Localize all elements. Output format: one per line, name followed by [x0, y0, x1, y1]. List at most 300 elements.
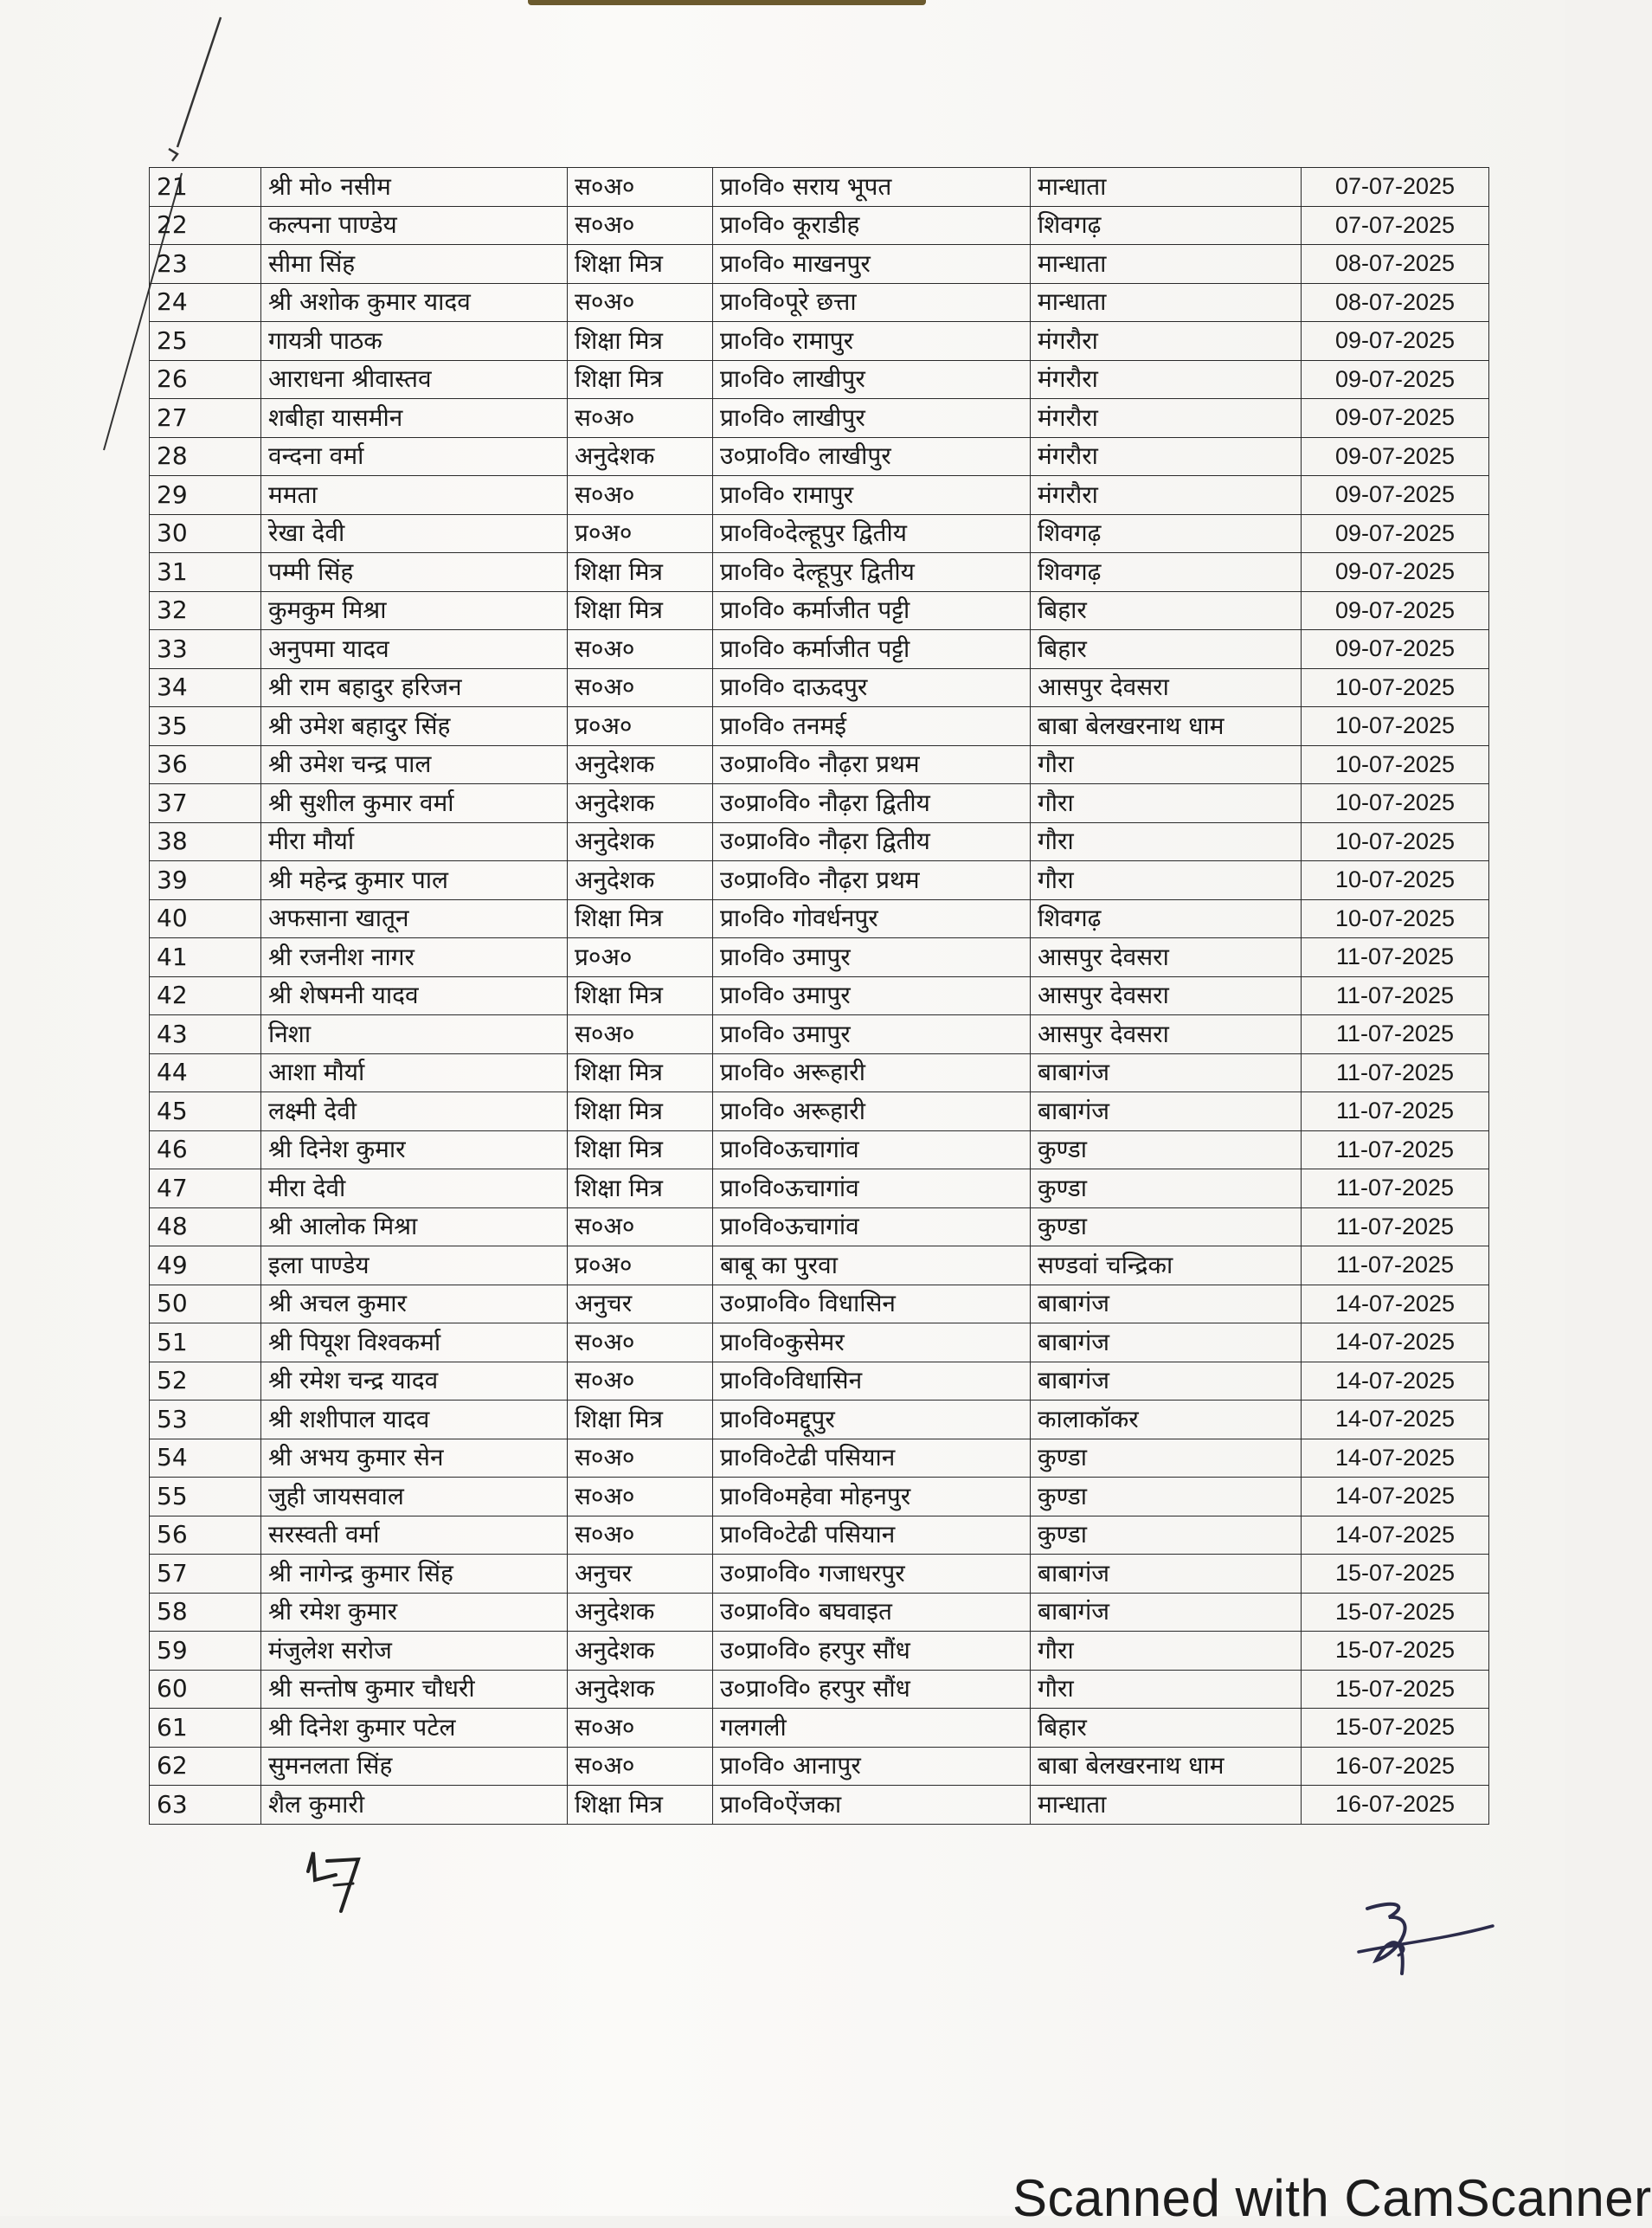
- block-cell: बाबागंज: [1031, 1362, 1302, 1401]
- school-cell: उ०प्रा०वि० लाखीपुर: [713, 437, 1031, 476]
- block-cell: मंगरौरा: [1031, 322, 1302, 361]
- school-cell: प्रा०वि० देल्हूपुर द्वितीय: [713, 553, 1031, 592]
- serial-number-cell: 47: [150, 1169, 261, 1208]
- date-cell: 09-07-2025: [1302, 360, 1489, 399]
- date-cell: 09-07-2025: [1302, 476, 1489, 515]
- table-row: [150, 1478, 1489, 1516]
- table-row: [150, 630, 1489, 669]
- school-cell: प्रा०वि०ऊचागांव: [713, 1169, 1031, 1208]
- school-cell: प्रा०वि० अरूहारी: [713, 1092, 1031, 1131]
- date-cell: 10-07-2025: [1302, 668, 1489, 707]
- name-cell: वन्दना वर्मा: [261, 437, 568, 476]
- table-row: [150, 514, 1489, 553]
- name-cell: श्री अचल कुमार: [261, 1285, 568, 1323]
- school-cell: प्रा०वि० लाखीपुर: [713, 399, 1031, 438]
- table-row: [150, 168, 1489, 207]
- date-cell: 14-07-2025: [1302, 1439, 1489, 1478]
- block-cell: बाबा बेलखरनाथ धाम: [1031, 1747, 1302, 1786]
- name-cell: गायत्री पाठक: [261, 322, 568, 361]
- designation-cell: अनुदेशक: [568, 822, 713, 861]
- designation-cell: शिक्षा मित्र: [568, 1092, 713, 1131]
- name-cell: सीमा सिंह: [261, 245, 568, 284]
- block-cell: बाबागंज: [1031, 1593, 1302, 1632]
- block-cell: कुण्डा: [1031, 1130, 1302, 1169]
- block-cell: गौरा: [1031, 784, 1302, 823]
- date-cell: 10-07-2025: [1302, 745, 1489, 784]
- date-cell: 14-07-2025: [1302, 1285, 1489, 1323]
- serial-number-cell: 49: [150, 1246, 261, 1285]
- serial-number-cell: 63: [150, 1786, 261, 1825]
- designation-cell: शिक्षा मित्र: [568, 1401, 713, 1439]
- table-row: [150, 899, 1489, 938]
- table-row: [150, 938, 1489, 977]
- designation-cell: प्र०अ०: [568, 938, 713, 977]
- table-row: [150, 1516, 1489, 1555]
- table-row: [150, 591, 1489, 630]
- block-cell: गौरा: [1031, 745, 1302, 784]
- serial-number-cell: 60: [150, 1670, 261, 1709]
- school-cell: बाबू का पुरवा: [713, 1246, 1031, 1285]
- binding-strip: [528, 0, 926, 5]
- school-cell: उ०प्रा०वि० नौढ़रा प्रथम: [713, 745, 1031, 784]
- designation-cell: शिक्षा मित्र: [568, 1130, 713, 1169]
- date-cell: 11-07-2025: [1302, 938, 1489, 977]
- block-cell: बाबागंज: [1031, 1323, 1302, 1362]
- designation-cell: शिक्षा मित्र: [568, 245, 713, 284]
- name-cell: जुही जायसवाल: [261, 1478, 568, 1516]
- name-cell: कुमकुम मिश्रा: [261, 591, 568, 630]
- serial-number-cell: 39: [150, 861, 261, 900]
- date-cell: 10-07-2025: [1302, 784, 1489, 823]
- table-row: [150, 322, 1489, 361]
- name-cell: अनुपमा यादव: [261, 630, 568, 669]
- name-cell: श्री पियूश विश्वकर्मा: [261, 1323, 568, 1362]
- block-cell: मंगरौरा: [1031, 360, 1302, 399]
- block-cell: आसपुर देवसरा: [1031, 976, 1302, 1015]
- table-row: [150, 283, 1489, 322]
- block-cell: कालाकॉकर: [1031, 1401, 1302, 1439]
- date-cell: 11-07-2025: [1302, 1053, 1489, 1092]
- serial-number-cell: 50: [150, 1285, 261, 1323]
- designation-cell: स०अ०: [568, 206, 713, 245]
- serial-number-cell: 23: [150, 245, 261, 284]
- block-cell: मंगरौरा: [1031, 476, 1302, 515]
- name-cell: श्री मो० नसीम: [261, 168, 568, 207]
- date-cell: 11-07-2025: [1302, 1246, 1489, 1285]
- block-cell: आसपुर देवसरा: [1031, 938, 1302, 977]
- school-cell: प्रा०वि० अरूहारी: [713, 1053, 1031, 1092]
- designation-cell: प्र०अ०: [568, 707, 713, 746]
- name-cell: श्री आलोक मिश्रा: [261, 1207, 568, 1246]
- block-cell: सण्डवां चन्द्रिका: [1031, 1246, 1302, 1285]
- date-cell: 15-07-2025: [1302, 1709, 1489, 1748]
- designation-cell: अनुदेशक: [568, 437, 713, 476]
- date-cell: 08-07-2025: [1302, 245, 1489, 284]
- date-cell: 10-07-2025: [1302, 822, 1489, 861]
- date-cell: 11-07-2025: [1302, 1092, 1489, 1131]
- serial-number-cell: 32: [150, 591, 261, 630]
- school-cell: उ०प्रा०वि० बघवाइत: [713, 1593, 1031, 1632]
- name-cell: ममता: [261, 476, 568, 515]
- serial-number-cell: 54: [150, 1439, 261, 1478]
- designation-cell: स०अ०: [568, 399, 713, 438]
- name-cell: श्री उमेश बहादुर सिंह: [261, 707, 568, 746]
- block-cell: कुण्डा: [1031, 1169, 1302, 1208]
- name-cell: शबीहा यासमीन: [261, 399, 568, 438]
- block-cell: मान्धाता: [1031, 1786, 1302, 1825]
- serial-number-cell: 35: [150, 707, 261, 746]
- date-cell: 09-07-2025: [1302, 553, 1489, 592]
- date-cell: 14-07-2025: [1302, 1323, 1489, 1362]
- school-cell: प्रा०वि०ऊचागांव: [713, 1130, 1031, 1169]
- date-cell: 09-07-2025: [1302, 630, 1489, 669]
- name-cell: श्री शेषमनी यादव: [261, 976, 568, 1015]
- school-cell: प्रा०वि० कर्माजीत पट्टी: [713, 630, 1031, 669]
- designation-cell: अनुचर: [568, 1285, 713, 1323]
- block-cell: बाबा बेलखरनाथ धाम: [1031, 707, 1302, 746]
- name-cell: श्री शशीपाल यादव: [261, 1401, 568, 1439]
- designation-cell: शिक्षा मित्र: [568, 1053, 713, 1092]
- table-row: [150, 1285, 1489, 1323]
- name-cell: श्री दिनेश कुमार पटेल: [261, 1709, 568, 1748]
- name-cell: सुमनलता सिंह: [261, 1747, 568, 1786]
- school-cell: उ०प्रा०वि० विधासिन: [713, 1285, 1031, 1323]
- block-cell: कुण्डा: [1031, 1478, 1302, 1516]
- school-cell: प्रा०वि० आनापुर: [713, 1747, 1031, 1786]
- name-cell: इला पाण्डेय: [261, 1246, 568, 1285]
- name-cell: शैल कुमारी: [261, 1786, 568, 1825]
- table-row: [150, 553, 1489, 592]
- date-cell: 07-07-2025: [1302, 206, 1489, 245]
- school-cell: उ०प्रा०वि० नौढ़रा द्वितीय: [713, 822, 1031, 861]
- school-cell: प्रा०वि०देल्हूपुर द्वितीय: [713, 514, 1031, 553]
- name-cell: श्री महेन्द्र कुमार पाल: [261, 861, 568, 900]
- designation-cell: शिक्षा मित्र: [568, 360, 713, 399]
- block-cell: गौरा: [1031, 1632, 1302, 1671]
- designation-cell: स०अ०: [568, 668, 713, 707]
- name-cell: श्री दिनेश कुमार: [261, 1130, 568, 1169]
- date-cell: 14-07-2025: [1302, 1478, 1489, 1516]
- serial-number-cell: 45: [150, 1092, 261, 1131]
- designation-cell: प्र०अ०: [568, 514, 713, 553]
- table-row: [150, 1207, 1489, 1246]
- name-cell: लक्ष्मी देवी: [261, 1092, 568, 1131]
- name-cell: श्री नागेन्द्र कुमार सिंह: [261, 1555, 568, 1594]
- school-cell: उ०प्रा०वि० हरपुर सौंध: [713, 1670, 1031, 1709]
- date-cell: 09-07-2025: [1302, 514, 1489, 553]
- designation-cell: स०अ०: [568, 1207, 713, 1246]
- block-cell: शिवगढ़: [1031, 899, 1302, 938]
- table-row: [150, 1092, 1489, 1131]
- designation-cell: स०अ०: [568, 1747, 713, 1786]
- table-row: [150, 476, 1489, 515]
- school-cell: प्रा०वि० कर्माजीत पट्टी: [713, 591, 1031, 630]
- school-cell: प्रा०वि० सराय भूपत: [713, 168, 1031, 207]
- serial-number-cell: 41: [150, 938, 261, 977]
- serial-number-cell: 43: [150, 1015, 261, 1054]
- serial-number-cell: 21: [150, 168, 261, 207]
- block-cell: गौरा: [1031, 1670, 1302, 1709]
- serial-number-cell: 33: [150, 630, 261, 669]
- table-row: [150, 245, 1489, 284]
- serial-number-cell: 26: [150, 360, 261, 399]
- designation-cell: शिक्षा मित्र: [568, 591, 713, 630]
- block-cell: बिहार: [1031, 630, 1302, 669]
- serial-number-cell: 51: [150, 1323, 261, 1362]
- designation-cell: प्र०अ०: [568, 1246, 713, 1285]
- table-row: [150, 822, 1489, 861]
- table-row: [150, 976, 1489, 1015]
- table-row: [150, 1362, 1489, 1401]
- serial-number-cell: 31: [150, 553, 261, 592]
- serial-number-cell: 25: [150, 322, 261, 361]
- school-cell: प्रा०वि०विधासिन: [713, 1362, 1031, 1401]
- designation-cell: शिक्षा मित्र: [568, 1786, 713, 1825]
- serial-number-cell: 29: [150, 476, 261, 515]
- table-row: [150, 784, 1489, 823]
- serial-number-cell: 24: [150, 283, 261, 322]
- signature: [1341, 1891, 1497, 1987]
- date-cell: 10-07-2025: [1302, 899, 1489, 938]
- school-cell: उ०प्रा०वि० नौढ़रा प्रथम: [713, 861, 1031, 900]
- date-cell: 14-07-2025: [1302, 1401, 1489, 1439]
- name-cell: श्री रमेश कुमार: [261, 1593, 568, 1632]
- school-cell: प्रा०वि० गोवर्धनपुर: [713, 899, 1031, 938]
- date-cell: 15-07-2025: [1302, 1670, 1489, 1709]
- designation-cell: शिक्षा मित्र: [568, 553, 713, 592]
- name-cell: श्री उमेश चन्द्र पाल: [261, 745, 568, 784]
- designation-cell: शिक्षा मित्र: [568, 1169, 713, 1208]
- school-cell: प्रा०वि० उमापुर: [713, 1015, 1031, 1054]
- date-cell: 10-07-2025: [1302, 861, 1489, 900]
- serial-number-cell: 61: [150, 1709, 261, 1748]
- table-row: [150, 1439, 1489, 1478]
- serial-number-cell: 22: [150, 206, 261, 245]
- block-cell: शिवगढ़: [1031, 206, 1302, 245]
- name-cell: श्री राम बहादुर हरिजन: [261, 668, 568, 707]
- serial-number-cell: 52: [150, 1362, 261, 1401]
- handwritten-page-number: [301, 1845, 379, 1915]
- school-cell: प्रा०वि०ऊचागांव: [713, 1207, 1031, 1246]
- name-cell: मीरा देवी: [261, 1169, 568, 1208]
- records-table: [149, 167, 1489, 1825]
- block-cell: मंगरौरा: [1031, 437, 1302, 476]
- school-cell: प्रा०वि० रामापुर: [713, 322, 1031, 361]
- designation-cell: शिक्षा मित्र: [568, 899, 713, 938]
- table-row: [150, 745, 1489, 784]
- date-cell: 09-07-2025: [1302, 437, 1489, 476]
- date-cell: 11-07-2025: [1302, 1169, 1489, 1208]
- serial-number-cell: 44: [150, 1053, 261, 1092]
- serial-number-cell: 37: [150, 784, 261, 823]
- table-row: [150, 399, 1489, 438]
- designation-cell: स०अ०: [568, 283, 713, 322]
- table-row: [150, 1593, 1489, 1632]
- school-cell: प्रा०वि० लाखीपुर: [713, 360, 1031, 399]
- block-cell: बाबागंज: [1031, 1053, 1302, 1092]
- block-cell: गौरा: [1031, 822, 1302, 861]
- designation-cell: स०अ०: [568, 1709, 713, 1748]
- date-cell: 15-07-2025: [1302, 1632, 1489, 1671]
- serial-number-cell: 62: [150, 1747, 261, 1786]
- school-cell: उ०प्रा०वि० गजाधरपुर: [713, 1555, 1031, 1594]
- name-cell: सरस्वती वर्मा: [261, 1516, 568, 1555]
- table-row: [150, 1670, 1489, 1709]
- serial-number-cell: 30: [150, 514, 261, 553]
- date-cell: 14-07-2025: [1302, 1362, 1489, 1401]
- date-cell: 11-07-2025: [1302, 1130, 1489, 1169]
- designation-cell: अनुचर: [568, 1555, 713, 1594]
- table-row: [150, 437, 1489, 476]
- table-row: [150, 1786, 1489, 1825]
- table-row: [150, 1323, 1489, 1362]
- block-cell: बाबागंज: [1031, 1092, 1302, 1131]
- serial-number-cell: 28: [150, 437, 261, 476]
- name-cell: श्री रमेश चन्द्र यादव: [261, 1362, 568, 1401]
- name-cell: आराधना श्रीवास्तव: [261, 360, 568, 399]
- date-cell: 09-07-2025: [1302, 591, 1489, 630]
- serial-number-cell: 38: [150, 822, 261, 861]
- designation-cell: स०अ०: [568, 1323, 713, 1362]
- date-cell: 15-07-2025: [1302, 1555, 1489, 1594]
- block-cell: कुण्डा: [1031, 1439, 1302, 1478]
- table-row: [150, 1632, 1489, 1671]
- designation-cell: अनुदेशक: [568, 784, 713, 823]
- serial-number-cell: 46: [150, 1130, 261, 1169]
- serial-number-cell: 27: [150, 399, 261, 438]
- designation-cell: अनुदेशक: [568, 745, 713, 784]
- date-cell: 09-07-2025: [1302, 399, 1489, 438]
- name-cell: अफसाना खातून: [261, 899, 568, 938]
- block-cell: गौरा: [1031, 861, 1302, 900]
- school-cell: प्रा०वि०मद्दूपुर: [713, 1401, 1031, 1439]
- date-cell: 07-07-2025: [1302, 168, 1489, 207]
- school-cell: प्रा०वि०टेढी पसियान: [713, 1439, 1031, 1478]
- designation-cell: स०अ०: [568, 1516, 713, 1555]
- date-cell: 09-07-2025: [1302, 322, 1489, 361]
- block-cell: शिवगढ़: [1031, 514, 1302, 553]
- date-cell: 16-07-2025: [1302, 1747, 1489, 1786]
- school-cell: प्रा०वि० उमापुर: [713, 976, 1031, 1015]
- serial-number-cell: 56: [150, 1516, 261, 1555]
- name-cell: पम्मी सिंह: [261, 553, 568, 592]
- designation-cell: स०अ०: [568, 1015, 713, 1054]
- block-cell: मान्धाता: [1031, 168, 1302, 207]
- school-cell: प्रा०वि० कूराडीह: [713, 206, 1031, 245]
- table-row: [150, 1747, 1489, 1786]
- designation-cell: स०अ०: [568, 1478, 713, 1516]
- date-cell: 16-07-2025: [1302, 1786, 1489, 1825]
- date-cell: 14-07-2025: [1302, 1516, 1489, 1555]
- school-cell: प्रा०वि० तनमई: [713, 707, 1031, 746]
- block-cell: आसपुर देवसरा: [1031, 668, 1302, 707]
- date-cell: 11-07-2025: [1302, 1015, 1489, 1054]
- block-cell: मंगरौरा: [1031, 399, 1302, 438]
- school-cell: प्रा०वि० दाऊदपुर: [713, 668, 1031, 707]
- name-cell: आशा मौर्या: [261, 1053, 568, 1092]
- table-row: [150, 668, 1489, 707]
- name-cell: श्री सुशील कुमार वर्मा: [261, 784, 568, 823]
- school-cell: उ०प्रा०वि० हरपुर सौंध: [713, 1632, 1031, 1671]
- name-cell: श्री अभय कुमार सेन: [261, 1439, 568, 1478]
- date-cell: 15-07-2025: [1302, 1593, 1489, 1632]
- school-cell: प्रा०वि० माखनपुर: [713, 245, 1031, 284]
- table-row: [150, 707, 1489, 746]
- serial-number-cell: 58: [150, 1593, 261, 1632]
- block-cell: मान्धाता: [1031, 283, 1302, 322]
- name-cell: मंजुलेश सरोज: [261, 1632, 568, 1671]
- school-cell: गलगली: [713, 1709, 1031, 1748]
- block-cell: कुण्डा: [1031, 1207, 1302, 1246]
- table-row: [150, 206, 1489, 245]
- designation-cell: शिक्षा मित्र: [568, 976, 713, 1015]
- table-row: [150, 1555, 1489, 1594]
- date-cell: 11-07-2025: [1302, 976, 1489, 1015]
- table-row: [150, 1709, 1489, 1748]
- designation-cell: स०अ०: [568, 1439, 713, 1478]
- name-cell: श्री रजनीश नागर: [261, 938, 568, 977]
- serial-number-cell: 42: [150, 976, 261, 1015]
- table-row: [150, 1401, 1489, 1439]
- serial-number-cell: 53: [150, 1401, 261, 1439]
- serial-number-cell: 36: [150, 745, 261, 784]
- date-cell: 11-07-2025: [1302, 1207, 1489, 1246]
- block-cell: बाबागंज: [1031, 1285, 1302, 1323]
- block-cell: शिवगढ़: [1031, 553, 1302, 592]
- designation-cell: शिक्षा मित्र: [568, 322, 713, 361]
- date-cell: 10-07-2025: [1302, 707, 1489, 746]
- records-body: [150, 168, 1489, 1825]
- table-row: [150, 1053, 1489, 1092]
- designation-cell: स०अ०: [568, 1362, 713, 1401]
- school-cell: प्रा०वि०कुसेमर: [713, 1323, 1031, 1362]
- table-row: [150, 1130, 1489, 1169]
- serial-number-cell: 59: [150, 1632, 261, 1671]
- block-cell: आसपुर देवसरा: [1031, 1015, 1302, 1054]
- school-cell: उ०प्रा०वि० नौढ़रा द्वितीय: [713, 784, 1031, 823]
- table-row: [150, 861, 1489, 900]
- block-cell: बाबागंज: [1031, 1555, 1302, 1594]
- school-cell: प्रा०वि०महेवा मोहनपुर: [713, 1478, 1031, 1516]
- designation-cell: अनुदेशक: [568, 1593, 713, 1632]
- serial-number-cell: 55: [150, 1478, 261, 1516]
- scanner-watermark: Scanned with CamScanner: [1012, 2169, 1652, 2227]
- school-cell: प्रा०वि०टेढी पसियान: [713, 1516, 1031, 1555]
- name-cell: निशा: [261, 1015, 568, 1054]
- table-row: [150, 1015, 1489, 1054]
- block-cell: बिहार: [1031, 591, 1302, 630]
- school-cell: प्रा०वि० उमापुर: [713, 938, 1031, 977]
- name-cell: कल्पना पाण्डेय: [261, 206, 568, 245]
- serial-number-cell: 34: [150, 668, 261, 707]
- block-cell: कुण्डा: [1031, 1516, 1302, 1555]
- designation-cell: अनुदेशक: [568, 1632, 713, 1671]
- designation-cell: स०अ०: [568, 168, 713, 207]
- table-row: [150, 1246, 1489, 1285]
- date-cell: 08-07-2025: [1302, 283, 1489, 322]
- serial-number-cell: 48: [150, 1207, 261, 1246]
- name-cell: रेखा देवी: [261, 514, 568, 553]
- table-row: [150, 1169, 1489, 1208]
- designation-cell: स०अ०: [568, 476, 713, 515]
- name-cell: श्री अशोक कुमार यादव: [261, 283, 568, 322]
- serial-number-cell: 57: [150, 1555, 261, 1594]
- block-cell: मान्धाता: [1031, 245, 1302, 284]
- name-cell: श्री सन्तोष कुमार चौधरी: [261, 1670, 568, 1709]
- designation-cell: स०अ०: [568, 630, 713, 669]
- table-row: [150, 360, 1489, 399]
- serial-number-cell: 40: [150, 899, 261, 938]
